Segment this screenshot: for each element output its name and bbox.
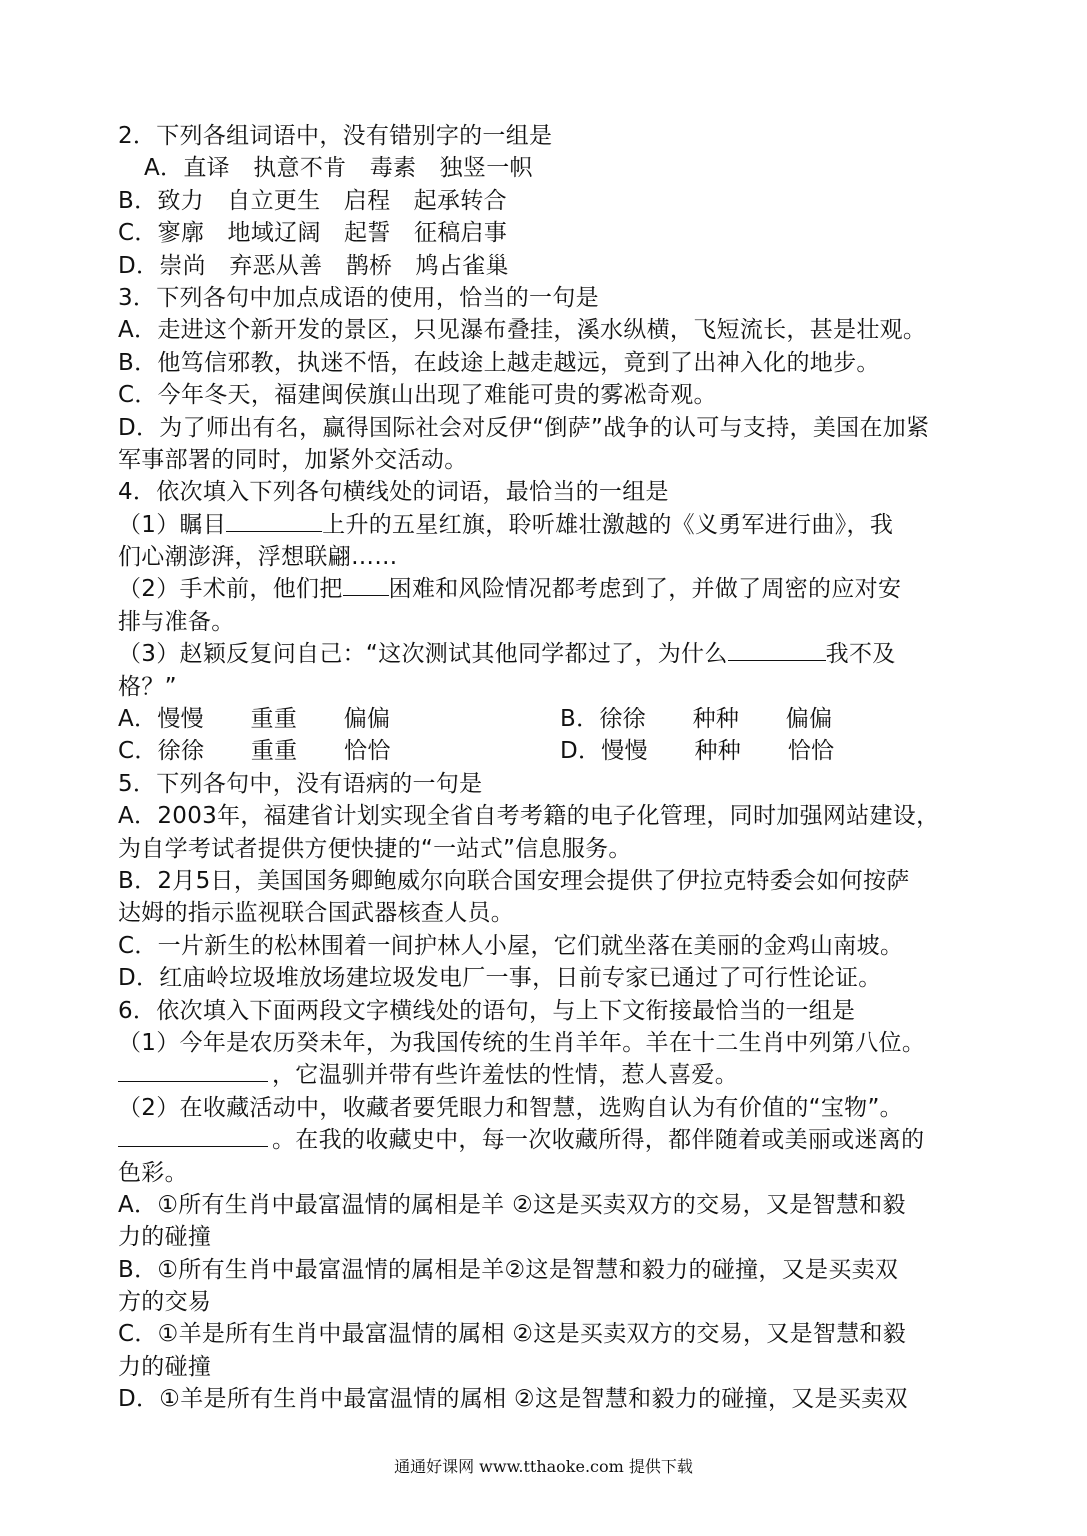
fill-blank: [226, 509, 322, 532]
q2-option-a: A．直译 执意不肯 毒素 独竖一帜: [144, 155, 533, 182]
q6-option-a-line2: 力的碰撞: [118, 1224, 212, 1251]
q5-stem: 5．下列各句中，没有语病的一句是: [118, 770, 483, 797]
q4-s3-post: 我不及: [825, 641, 896, 668]
q6-paragraph-2-line2: [118, 1124, 978, 1156]
q4-s1-pre: （1）瞩目: [118, 511, 227, 538]
q4-sentence-1-cont: 们心潮澎湃，浮想联翩……: [118, 544, 398, 571]
q3-option-d-line1: D．为了师出有名，赢得国际社会对反伊“倒萨”战争的认可与支持，美国在加紧: [118, 414, 930, 441]
fill-blank: [728, 638, 826, 661]
q4-option-d: D．慢慢 种种 恰恰: [560, 738, 835, 765]
q2-option-c: C．寥廓 地域辽阔 起誓 征稿启事: [118, 220, 508, 247]
q3-option-c: C．今年冬天，福建闽侯旗山出现了难能可贵的雾凇奇观。: [118, 382, 717, 409]
q6-option-b-line1: B．①所有生肖中最富温情的属相是羊②这是智慧和毅力的碰撞，又是买卖双: [118, 1256, 899, 1283]
q4-sentence-3: [118, 638, 978, 670]
exam-page: [118, 120, 978, 1416]
q4-s1-post: 上升的五星红旗，聆听雄壮激越的《义勇军进行曲》，我: [322, 511, 894, 538]
fill-blank: [118, 1124, 268, 1147]
q6-paragraph-2-line1: （2）在收藏活动中，收藏者要凭眼力和智慧，选购自认为有价值的“宝物”。: [118, 1094, 903, 1121]
q6-paragraph-2-line3: 色彩。: [118, 1159, 188, 1186]
q2-option-d: D．崇尚 弃恶从善 鹊桥 鸠占雀巢: [118, 252, 509, 279]
q4-sentence-2: [118, 573, 978, 605]
q5-option-a-line1: A．2003年，福建省计划实现全省自考考籍的电子化管理，同时加强网站建设，: [118, 803, 940, 830]
q6-paragraph-1-line1: （1）今年是农历癸未年，为我国传统的生肖羊年。羊在十二生肖中列第八位。: [118, 1029, 926, 1056]
q4-option-a: A．慢慢 重重 偏偏: [118, 706, 391, 733]
q4-options-row-2: [118, 735, 978, 767]
q2-stem: 2．下列各组词语中，没有错别字的一组是: [118, 123, 553, 149]
q6-p2-text: 。在我的收藏史中，每一次收藏所得，都伴随着或美丽或迷离的: [272, 1127, 925, 1154]
q6-stem: 6．依次填入下面两段文字横线处的语句，与上下文衔接最恰当的一组是: [118, 997, 856, 1024]
q5-option-d: D．红庙岭垃圾堆放场建垃圾发电厂一事，日前专家已通过了可行性论证。: [118, 965, 882, 992]
q5-option-c: C．一片新生的松林围着一间护林人小屋，它们就坐落在美丽的金鸡山南坡。: [118, 932, 904, 959]
q6-option-c-line1: C．①羊是所有生肖中最富温情的属相 ②这是买卖双方的交易，又是智慧和毅: [118, 1321, 907, 1348]
q4-sentence-2-cont: 排与准备。: [118, 608, 235, 635]
q5-option-b-line1: B．2月5日，美国国务卿鲍威尔向联合国安理会提供了伊拉克特委会如何按萨: [118, 867, 910, 894]
page-footer: 通通好课网 www.tthaoke.com 提供下载: [394, 1457, 693, 1476]
q3-option-d-line2: 军事部署的同时，加紧外交活动。: [118, 446, 468, 473]
q4-sentence-3-cont: 格？”: [118, 673, 177, 700]
q4-s3-pre: （3）赵颖反复问自己：“这次测试其他同学都过了，为什么: [118, 641, 728, 668]
fill-blank: [118, 1059, 268, 1082]
q4-s2-post: 困难和风险情况都考虑到了，并做了周密的应对安: [388, 576, 902, 603]
q6-p1-text: ，它温驯并带有些许羞怯的性情，惹人喜爱。: [272, 1062, 738, 1089]
q4-option-c: C．徐徐 重重 恰恰: [118, 738, 391, 765]
q6-option-c-line2: 力的碰撞: [118, 1353, 212, 1380]
q6-option-a-line1: A．①所有生肖中最富温情的属相是羊 ②这是买卖双方的交易，又是智慧和毅: [118, 1191, 906, 1218]
q6-option-b-line2: 方的交易: [118, 1289, 212, 1316]
q4-sentence-1: [118, 509, 978, 541]
q2-option-b: B．致力 自立更生 启程 起承转合: [118, 187, 507, 214]
q5-option-b-line2: 达姆的指示监视联合国武器核查人员。: [118, 900, 515, 927]
fill-blank: [343, 573, 389, 596]
q4-stem: 4．依次填入下列各句横线处的词语，最恰当的一组是: [118, 479, 669, 506]
q4-options-row-1: [118, 703, 978, 735]
q3-option-a: A．走进这个新开发的景区，只见瀑布叠挂，溪水纵横，飞短流长，甚是壮观。: [118, 317, 927, 344]
q6-paragraph-1-line2: [118, 1059, 978, 1091]
q3-option-b: B．他笃信邪教，执迷不悟，在歧途上越走越远，竟到了出神入化的地步。: [118, 349, 880, 376]
q6-option-d-line1: D．①羊是所有生肖中最富温情的属相 ②这是智慧和毅力的碰撞，又是买卖双: [118, 1386, 908, 1413]
q4-s2-pre: （2）手术前，他们把: [118, 576, 343, 603]
q4-option-b: B．徐徐 种种 偏偏: [560, 706, 833, 733]
q3-stem: 3．下列各句中加点成语的使用，恰当的一句是: [118, 284, 599, 311]
q5-option-a-line2: 为自学考试者提供方便快捷的“一站式”信息服务。: [118, 835, 632, 862]
